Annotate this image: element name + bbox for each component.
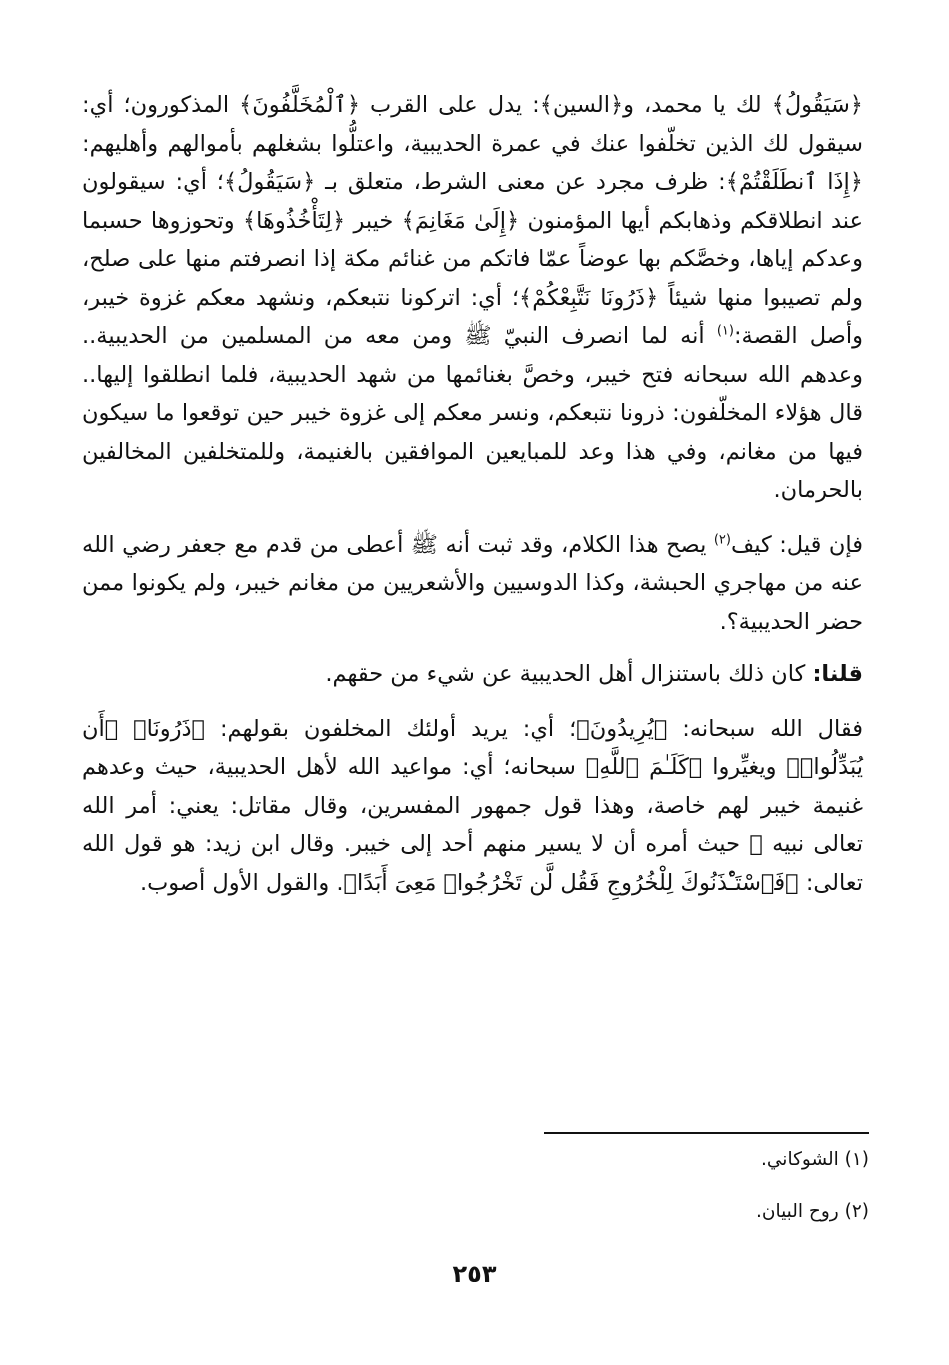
footnotes <box>369 1148 869 1224</box>
paragraph-2-text-a: فإن قيل: كيف <box>730 531 863 558</box>
footnote-ref-2: (٢) <box>713 532 731 547</box>
paragraph-4-text: فقال الله سبحانه: ﴿يُرِيدُونَ﴾؛ أي: يريد أولئك المخلفون بقولهم: ﴿ذَرُونَا﴾ ﴿أَن يُبَدِّلُوا۟﴾ ويغيِّروا ﴿كَلَـٰمَ ٱللَّهِ﴾ سبحانه؛ أي: مواعيد الله لأهل الحديبية، حيث وعدهم غنيمة خيبر لهم خاصة، وهذا قول جمهور المفسرين، وقال مقاتل: يعني: أمر الله تعالى نبيه ﷺ حيث أمره أن لا يسير منهم أحد إلى خيبر. وقال ابن زيد: هو قول الله تعالى: ﴿فَٱسْتَـْٔذَنُوكَ لِلْخُرُوجِ فَقُل لَّن تَخْرُجُوا۟ مَعِىَ أَبَدًا﴾. والقول الأول أصوب. <box>82 715 863 896</box>
paragraph-1-text-a: ﴿سَيَقُولُ﴾ لك يا محمد، و﴿السين﴾: يدل على القرب ﴿ٱلْمُخَلَّفُونَ﴾ المذكورون؛ أي: سيقول لك الذين تخلّفوا عنك في عمرة الحديبية، واعتلُّوا بشغلهم بأموالهم وأهليهم: ﴿إِذَا ٱنطَلَقْتُمْ﴾: ظرف مجرد عن معنى الشرط، متعلق بـ ﴿سَيَقُولُ﴾؛ أي: سيقولون عند انطلاقكم وذهابكم أيها المؤمنون ﴿إِلَىٰ مَغَانِمَ﴾ خيبر ﴿لِتَأْخُذُوهَا﴾ وتحوزوها حسبما وعدكم إياها، وخصَّكم بها عوضاً عمّا فاتكم من غنائم مكة إذا انصرفتم منها على صلح، ولم تصيبوا منها شيئاً ﴿ذَرُونَا نَتَّبِعْكُمْ﴾؛ أي: اتركونا نتبعكم، ونشهد معكم غزوة خيبر، وأصل القصة: <box>82 92 863 349</box>
paragraph-1-text-b: أنه لما انصرف النبيّ ﷺ ومن معه من المسلمين من الحديبية.. وعدهم الله سبحانه فتح خيبر، وخصَّ بغنائمها من شهد الحديبية، فلما انطلقوا إليها.. قال هؤلاء المخلّفون: ذرونا نتبعكم، ونسر معكم إلى غزوة خيبر حين توقعوا ما سيكون فيها من مغانم، وفي هذا وعد للمبايعين الموافقين بالغنيمة، وللمتخلفين المخالفين بالحرمان. <box>82 323 863 503</box>
paragraph-2-text-b: يصح هذا الكلام، وقد ثبت أنه ﷺ أعطى من قدم مع جعفر رضي الله عنه من مهاجري الحبشة، وكذا الدوسيين والأشعريين من مغانم خيبر، ولم يكونوا ممن حضر الحديبية؟. <box>82 531 863 635</box>
paragraph-1 <box>82 86 863 510</box>
paragraph-3-text: كان ذلك باستنزال أهل الحديبية عن شيء من حقهم. <box>325 661 813 687</box>
paragraph-2 <box>82 526 863 642</box>
footnote-2: (٢) روح البيان. <box>756 1201 869 1222</box>
body-text <box>82 86 863 902</box>
page-number: ٢٥٣ <box>452 1260 497 1288</box>
footnote-divider <box>544 1132 869 1134</box>
paragraph-4 <box>82 710 863 903</box>
footnote-ref-1: (١) <box>716 323 734 339</box>
paragraph-3 <box>82 655 863 694</box>
footnote-1: (١) الشوكاني. <box>761 1149 869 1170</box>
paragraph-3-lead: قلنا: <box>812 661 863 687</box>
